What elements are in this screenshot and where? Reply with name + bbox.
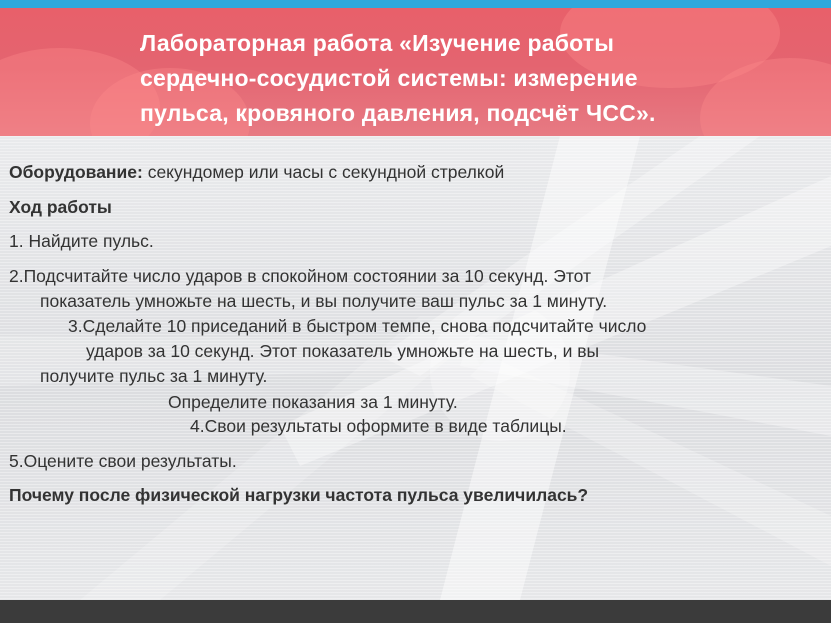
title-line: Лабораторная работа «Изучение работы [140,30,615,56]
title-line: сердечно-сосудистой системы: измерение [140,65,638,91]
step-4: 4.Свои результаты оформите в виде таблицы. [190,416,567,436]
step-3-line-4: Определите показания за 1 минуту. [168,392,458,412]
step-2-line-2: показатель умножьте на шесть, и вы получите ваш пульс за 1 минуту. [40,291,608,311]
procedure-heading: Ход работы [9,197,112,217]
step-2-line-1: 2.Подсчитайте число ударов в спокойном состоянии за 10 секунд. Этот [9,266,591,286]
title-banner [0,8,831,136]
equipment-line [9,160,504,184]
question: Почему после физической нагрузки частота пульса увеличилась? [9,485,589,505]
step-3-line-3: получите пульс за 1 минуту. [40,366,268,386]
equipment-text: секундомер или часы с секундной стрелкой [142,162,505,182]
content-area [0,136,831,600]
bottom-bar [0,600,831,623]
step-1: 1. Найдите пульс. [9,231,154,251]
step-5: 5.Оцените свои результаты. [9,451,237,471]
step-3-line-1: 3.Сделайте 10 приседаний в быстром темпе, снова подсчитайте число [68,316,647,336]
step-3-line-2: ударов за 10 секунд. Этот показатель умножьте на шесть, и вы [86,341,600,361]
title-line: пульса, кровяного давления, подсчёт ЧСС». [140,100,656,126]
top-accent-strip [0,0,831,8]
equipment-label: Оборудование: [9,162,143,182]
slide-title [140,26,820,131]
